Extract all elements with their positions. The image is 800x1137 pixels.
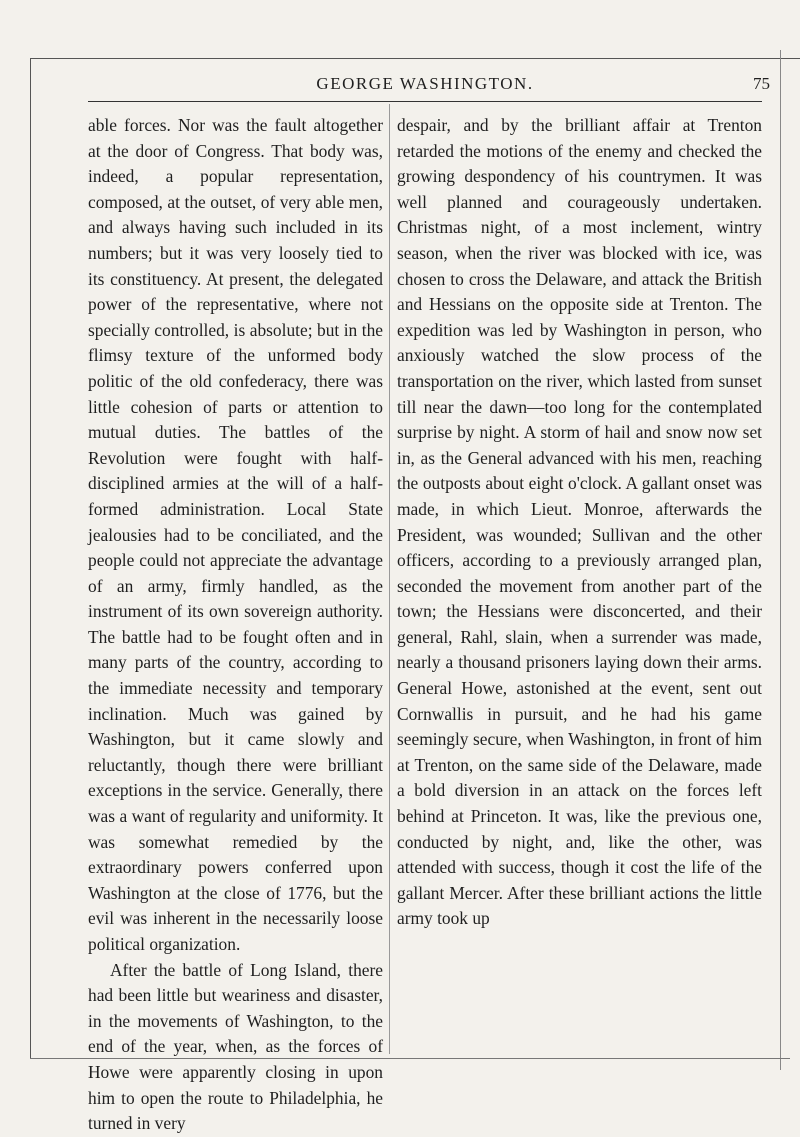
right-column bbox=[397, 113, 762, 932]
page-header bbox=[80, 74, 770, 98]
header-rule bbox=[88, 101, 762, 102]
page-number: 75 bbox=[753, 74, 770, 93]
left-column bbox=[88, 113, 383, 1137]
paragraph: able forces. Nor was the fault altogether at the door of Congress. That body was, indeed, a popular representation, composed, at the outset, of very able men, and always having such included in its numbers; but it was very loosely tied to its constituency. At present, the delegated power of the representative, where not specially controlled, is absolute; but in the flimsy texture of the unformed body politic of the old confederacy, there was little cohesion of parts or attention to mutual duties. The battles of the Revolution were fought with half-disciplined armies at the will of a half-formed administration. Local State jealousies had to be conciliated, and the people could not appreciate the advantage of an army, firmly handled, as the instrument of its own sovereign authority. The battle had to be fought often and in many parts of the country, according to the immediate necessity and temporary inclination. Much was gained by Washington, but it came slowly and reluctantly, though there were brilliant exceptions in the service. Generally, there was a want of regularity and uniformity. It was somewhat remedied by the extraordinary powers conferred upon Washington at the close of 1776, but the evil was inherent in the necessarily loose political organization. bbox=[88, 115, 383, 954]
page-edge-top bbox=[30, 58, 800, 59]
running-head: GEORGE WASHINGTON. bbox=[316, 74, 534, 93]
page-edge-right bbox=[780, 50, 781, 1070]
paragraph: After the battle of Long Island, there had been littlе but weariness and disaster, in the movements of Washington, to the end of the year, when, as the forces of Howe were apparently closing in upon him to open the route to Philadelphia, he turned in very bbox=[88, 959, 383, 1134]
column-divider bbox=[389, 104, 390, 1054]
paragraph: despair, and by the brilliant affair at Trenton retarded the motions of the enemy and checked the growing despondency of his countrymen. It was well planned and courageously undertaken. Christmas night, of a most inclement, wintry season, when the river was blocked with ice, was chosen to cross the Delaware, and attack the British and Hessians on the opposite side at Trenton. The expedition was led by Washington in person, who anxiously watched the slow process of the transportation on the river, which lasted from sunset till near the dawn—too long for the contemplated surprise by night. A storm of hail and snow now set in, as the General advanced with his men, reaching the outposts about eight o'clock. A gallant onset was made, in which Lieut. Monroe, afterwards the President, was wounded; Sullivan and the other officers, according to a previously arranged plan, seconded the movement from another part of the town; the Hessians were disconcerted, and their general, Rahl, slain, when a surrender was made, nearly a thousand prisoners laying down their arms. General Howe, astonished at the event, sent out Cornwallis in pursuit, and he had his game seemingly secure, when Washington, in front of him at Trenton, on the same side of the Delaware, made a bold diversion in an attack on the forces left behind at Princeton. It was, like the previous one, conducted by night, and, like the other, was attended with success, though it cost the life of the gallant Mercer. After these brilliant actions the little army took up bbox=[397, 115, 762, 929]
page-edge-left bbox=[30, 58, 31, 1058]
